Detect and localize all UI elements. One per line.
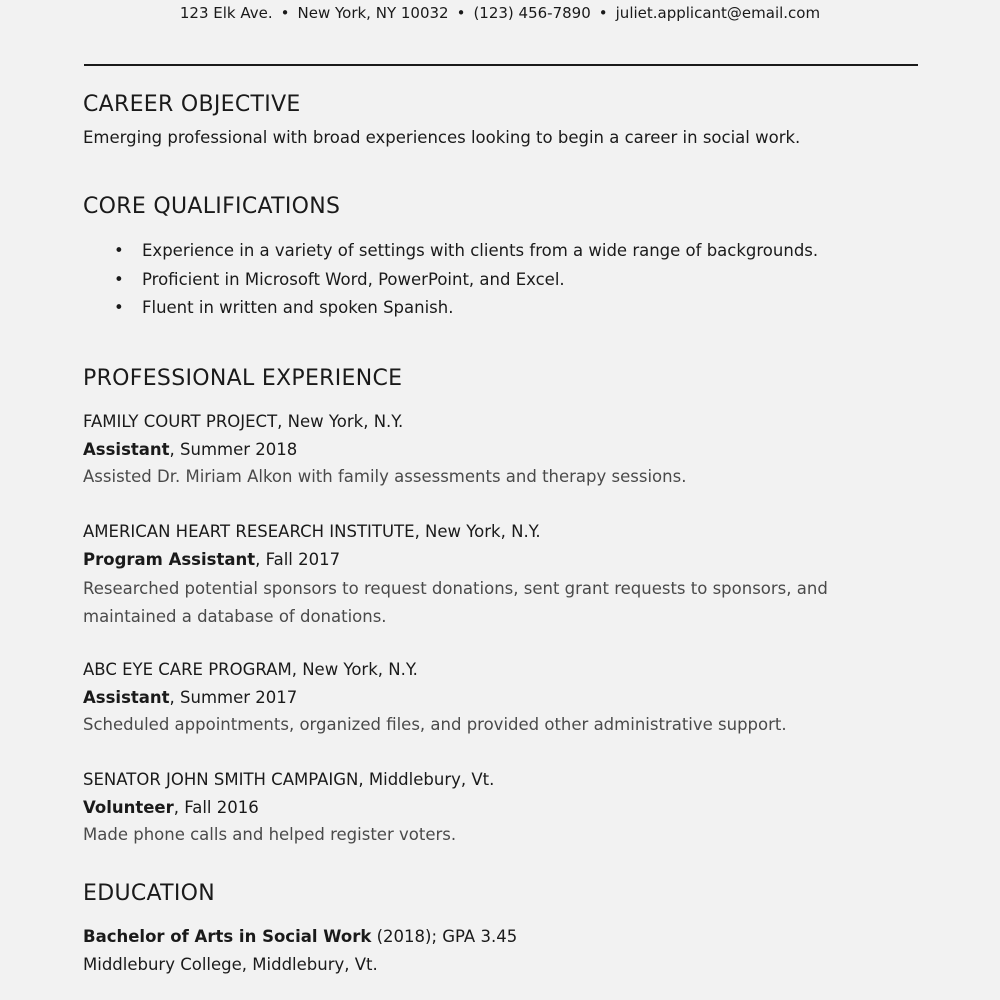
job-employer: FAMILY COURT PROJECT, New York, N.Y.: [83, 412, 404, 431]
job-title: Assistant: [83, 688, 170, 707]
job-period: , Summer 2018: [169, 440, 298, 459]
job-title: Program Assistant: [83, 550, 256, 569]
education-details: (2018); GPA 3.45: [371, 927, 518, 946]
job-period: , Fall 2016: [173, 798, 259, 817]
qualifications-list: [112, 237, 818, 323]
contact-city: New York, NY 10032: [297, 4, 449, 22]
section-heading-education: EDUCATION: [83, 881, 216, 906]
contact-separator: •: [280, 4, 290, 22]
education-school: Middlebury College, Middlebury, Vt.: [83, 955, 378, 974]
job-employer: SENATOR JOHN SMITH CAMPAIGN, Middlebury, Vt.: [83, 770, 495, 789]
job-title: Volunteer: [83, 798, 174, 817]
job-employer: AMERICAN HEART RESEARCH INSTITUTE, New York, N.Y.: [83, 522, 541, 541]
job-description: Assisted Dr. Miriam Alkon with family assessments and therapy sessions.: [83, 467, 687, 486]
qualification-text: Fluent in written and spoken Spanish.: [142, 298, 454, 317]
list-item: [112, 237, 818, 266]
section-heading-qualifications: CORE QUALIFICATIONS: [83, 194, 341, 219]
header-divider: [84, 64, 918, 66]
bullet-icon: •: [114, 298, 124, 317]
qualification-text: Experience in a variety of settings with clients from a wide range of backgrounds.: [142, 241, 819, 260]
job-title-line: [83, 550, 340, 569]
contact-separator: •: [598, 4, 608, 22]
job-title: Assistant: [83, 440, 170, 459]
job-title-line: [83, 798, 259, 817]
contact-line: [0, 4, 1000, 22]
bullet-icon: •: [114, 269, 124, 289]
list-item: [112, 294, 818, 323]
job-title-line: [83, 440, 297, 459]
job-period: , Fall 2017: [255, 550, 341, 569]
objective-text: Emerging professional with broad experiences looking to begin a career in social work.: [83, 128, 801, 147]
bullet-icon: •: [114, 241, 124, 260]
section-heading-experience: PROFESSIONAL EXPERIENCE: [83, 366, 403, 391]
job-description: Made phone calls and helped register voters.: [83, 825, 457, 844]
section-heading-objective: CAREER OBJECTIVE: [83, 92, 301, 117]
contact-phone: (123) 456-7890: [473, 4, 591, 22]
job-period: , Summer 2017: [169, 688, 298, 707]
education-degree: Bachelor of Arts in Social Work: [83, 927, 372, 946]
job-description: Researched potential sponsors to request donations, sent grant requests to sponsors, and maintained a database of donations.: [83, 579, 828, 626]
list-item: [112, 266, 818, 295]
contact-address: 123 Elk Ave.: [179, 4, 273, 22]
contact-separator: •: [456, 4, 466, 22]
job-employer: ABC EYE CARE PROGRAM, New York, N.Y.: [83, 660, 418, 679]
contact-email: juliet.applicant@email.com: [615, 4, 821, 22]
job-description: Scheduled appointments, organized files, and provided other administrative support.: [83, 715, 787, 734]
education-degree-line: [83, 927, 517, 946]
job-title-line: [83, 688, 297, 707]
qualification-text: Proficient in Microsoft Word, PowerPoint, and Excel.: [142, 269, 565, 289]
